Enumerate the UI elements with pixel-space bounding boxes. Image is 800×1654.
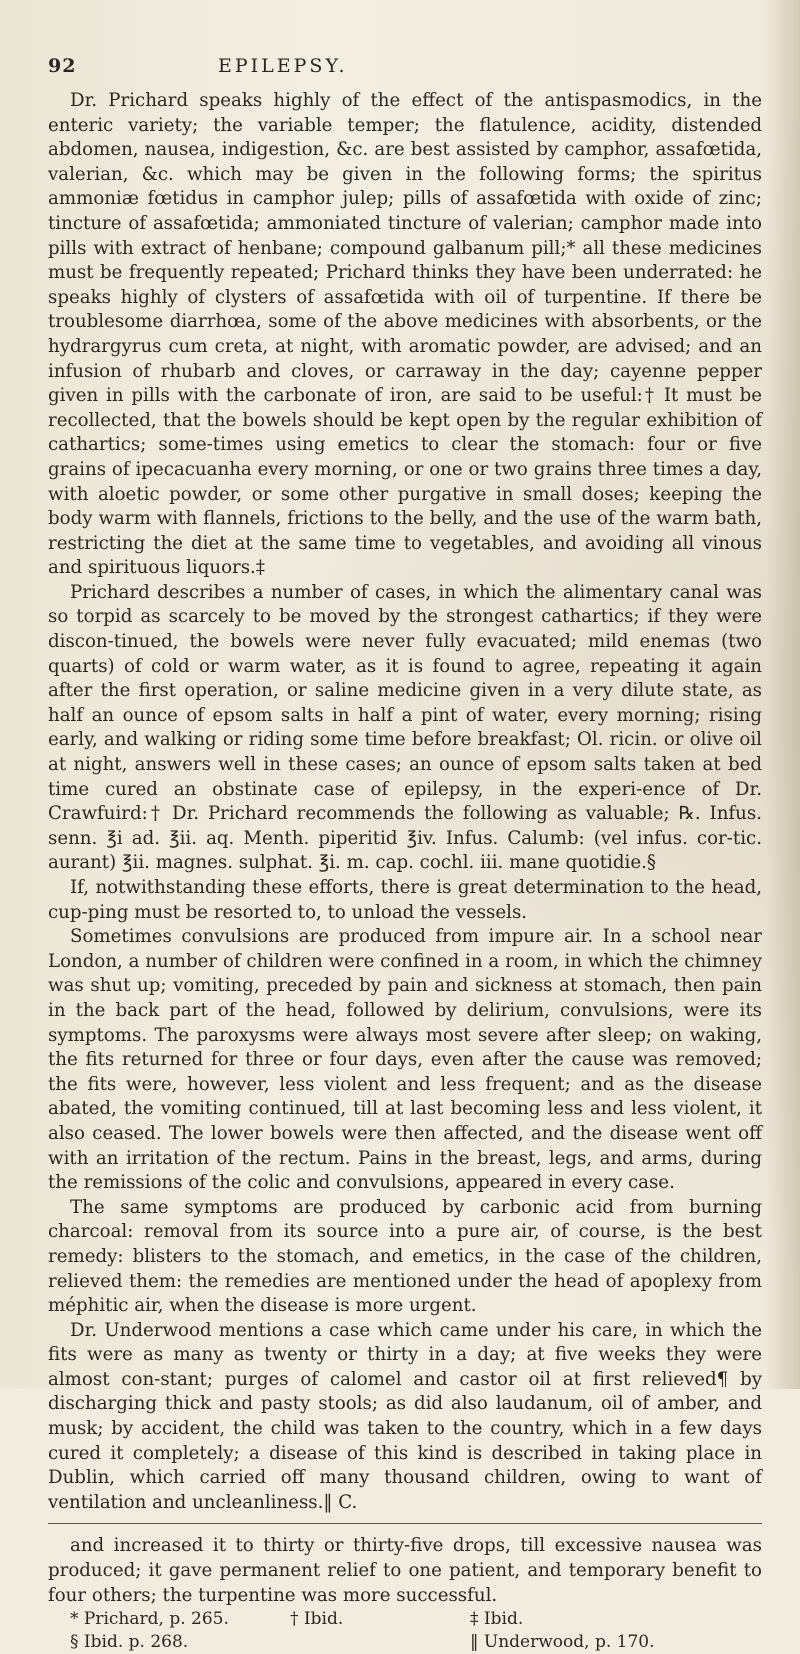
paragraph: The same symptoms are produced by carbonic acid from burning charcoal: removal from its source into a pure air, of course, is the best remedy: blisters to the stomach, and emetics, in the case of the children, relieved them: the remedies are mentioned under the head of apoplexy from méphitic air, when the disease is more urgent. bbox=[48, 1196, 762, 1317]
footnote: * Prichard, p. 265. bbox=[70, 1609, 229, 1630]
paragraph: If, notwithstanding these efforts, there is great determination to the head, cup-ping must be resorted to, to unload the vessels. bbox=[48, 877, 762, 923]
paragraph: Dr. Prichard speaks highly of the effect of the antispasmodics, in the enteric variety; the variable temper; the flatulence, acidity, distended abdomen, nausea, indigestion, &c. are best assisted by camphor, assafœtida, valerian, &c. which may be given in the following forms; the spiritus ammoniæ fœtidus in camphor julep; pills of assafœtida with oxide of zinc; tincture of assafœtida; ammoniated tincture of valerian; camphor made into pills with extract of henbane; compound galbanum pill;* all these medicines must be frequently repeated; Prichard thinks they have been underrated: he speaks highly of clysters of assafœtida with oil of turpentine. If there be troublesome diarrhœa, some of the above medicines with absorbents, or the hydrargyrus cum creta, at night, with aromatic powder, are advised; and an infusion of rhubarb and cloves, or carraway in the day; cayenne pepper given in pills with the carbonate of iron, are said to be useful:† It must be recollected, that the bowels should be kept open by the regular exhibition of cathartics; some-times using emetics to clear the stomach: four or five grains of ipecacuanha every morning, or one or two grains three times a day, with aloetic powder, or some other purgative in small doses; keeping the body warm with flannels, frictions to the belly, and the use of the warm bath, restricting the diet at the same time to vegetables, and avoiding all vinous and spirituous liquors.‡ bbox=[48, 90, 762, 579]
running-title: EPILEPSY. bbox=[218, 55, 348, 77]
footnote-divider bbox=[48, 1523, 762, 1524]
footnote-continuation: and increased it to thirty or thirty-five drops, till excessive nausea was produced; it gave permanent relief to one patient, and temporary benefit to four others; the turpentine was more successful. bbox=[48, 1535, 762, 1606]
page-number: 92 bbox=[48, 55, 77, 77]
paragraph: Prichard describes a number of cases, in which the alimentary canal was so torpid as scarcely to be moved by the strongest cathartics; if they were discon-tinued, the bowels were never fully evacuated; mild enemas (two quarts) of cold or warm water, as it is found to agree, repeating it again after the first operation, or saline medicine given in a very dilute state, as half an ounce of epsom salts in half a pint of water, every morning; rising early, and walking or riding some time before breakfast; Ol. ricin. or olive oil at night, answers well in these cases; an ounce of epsom salts taken at bed time cured an obstinate case of epilepsy, in the experi-ence of Dr. Crawfuird:† Dr. Prichard recommends the following as valuable; ℞. Infus. senn. ℥i ad. ℥ii. aq. Menth. piperitid ℥iv. Infus. Calumb: (vel infus. cor-tic. aurant) ℥ii. magnes. sulphat. ℥i. m. cap. cochl. iii. mane quotidie.§ bbox=[48, 581, 762, 874]
footnote bbox=[290, 1631, 470, 1654]
footnote: ‖ Underwood, p. 170. bbox=[470, 1632, 655, 1653]
footnote: ‡ Ibid. bbox=[470, 1609, 524, 1630]
main-text bbox=[48, 89, 762, 1515]
page-edge-shadow bbox=[766, 0, 800, 1389]
footnotes bbox=[48, 1608, 762, 1654]
footnote-row bbox=[48, 1631, 762, 1654]
footnote-row bbox=[48, 1608, 762, 1631]
paragraph: Sometimes convulsions are produced from impure air. In a school near London, a number of children were confined in a room, in which the chimney was shut up; vomiting, preceded by pain and sickness at stomach, then pain in the back part of the head, followed by delirium, convulsions, were its symptoms. The paroxysms were always most severe after sleep; on waking, the fits returned for three or four days, even after the cause was removed; the fits were, however, less violent and less frequent; and as the disease abated, the vomiting continued, till at last becoming less and less violent, it also ceased. The lower bowels were then affected, and the disease went off with an irritation of the rectum. Pains in the breast, legs, and arms, during the remissions of the colic and convulsions, appeared in every case. bbox=[48, 926, 762, 1194]
footnote: § Ibid. p. 268. bbox=[70, 1632, 189, 1653]
footnote: † Ibid. bbox=[290, 1609, 344, 1630]
page-header bbox=[48, 55, 762, 77]
paragraph: Dr. Underwood mentions a case which came under his care, in which the fits were as many as twenty or thirty in a day; at five weeks they were almost con-stant; purges of calomel and castor oil at first relieved¶ by discharging thick and pasty stools; as did also laudanum, oil of amber, and musk; by accident, the child was taken to the country, which in a few days cured it completely; a disease of this kind is described in taking place in Dublin, which carried off many thousand children, owing to want of ventilation and uncleanliness.‖ C. bbox=[48, 1319, 762, 1513]
